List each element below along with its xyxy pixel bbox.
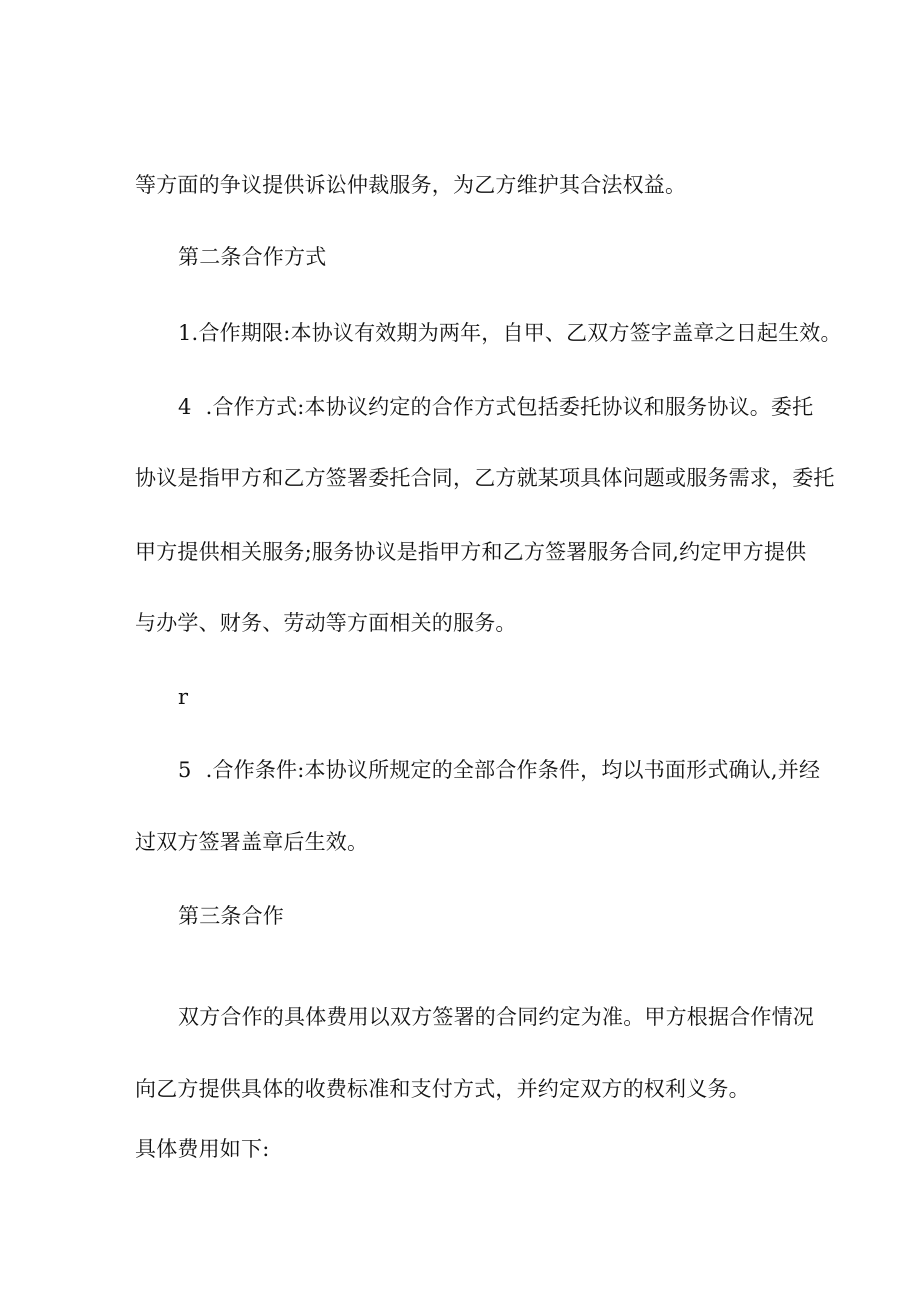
line-text: 等方面的争议提供诉讼仲裁服务，为乙方维护其合法权益。 — [135, 173, 687, 197]
line-text: 过双方签署盖章后生效。 — [135, 830, 369, 854]
heading-text: 第三条合作 — [178, 904, 284, 928]
paragraph-line-12 — [178, 1002, 814, 1032]
line-text: 具体费用如下: — [135, 1137, 270, 1161]
list-item-1 — [178, 318, 842, 348]
paragraph-line-5 — [135, 463, 835, 493]
paragraph-line-10 — [135, 827, 368, 857]
section-heading-2 — [178, 242, 326, 272]
line-text: 甲方提供相关服务;服务协议是指甲方和乙方签署服务合同,约定甲方提供 — [135, 540, 807, 564]
paragraph-line-13 — [135, 1074, 750, 1104]
list-item-5 — [178, 755, 820, 785]
paragraph-line-6 — [135, 537, 806, 567]
list-item-text: 合作期限:本协议有效期为两年，自甲、乙双方签字盖章之日起生效。 — [198, 321, 842, 345]
line-text: 协议是指甲方和乙方签署委托合同，乙方就某项具体问题或服务需求，委托 — [135, 466, 835, 490]
list-item-separator: . — [205, 395, 213, 419]
list-item-text: 合作方式:本协议约定的合作方式包括委托协议和服务协议。委托 — [212, 395, 814, 419]
list-item-number: 4 — [178, 395, 192, 419]
highlighted-item-number: 1. — [178, 318, 198, 348]
line-text: 双方合作的具体费用以双方签署的合同约定为准。甲方根据合作情况 — [178, 1005, 814, 1029]
section-heading-3 — [178, 901, 284, 931]
list-item-text: 合作条件:本协议所规定的全部合作条件，均以书面形式确认,并经 — [212, 758, 821, 782]
list-item-number: 5 — [178, 758, 192, 782]
paragraph-line-7 — [135, 608, 517, 638]
list-item-separator: . — [205, 758, 213, 782]
line-text: 与办学、财务、劳动等方面相关的服务。 — [135, 611, 517, 635]
heading-text: 第二条合作方式 — [178, 245, 327, 269]
line-text: 向乙方提供具体的收费标准和支付方式，并约定双方的权利义务。 — [135, 1077, 750, 1101]
list-item-4 — [178, 392, 813, 422]
paragraph-line-14 — [135, 1134, 269, 1164]
stray-character-line — [178, 682, 188, 712]
line-text: r — [178, 685, 189, 709]
paragraph-line-1 — [135, 170, 686, 200]
